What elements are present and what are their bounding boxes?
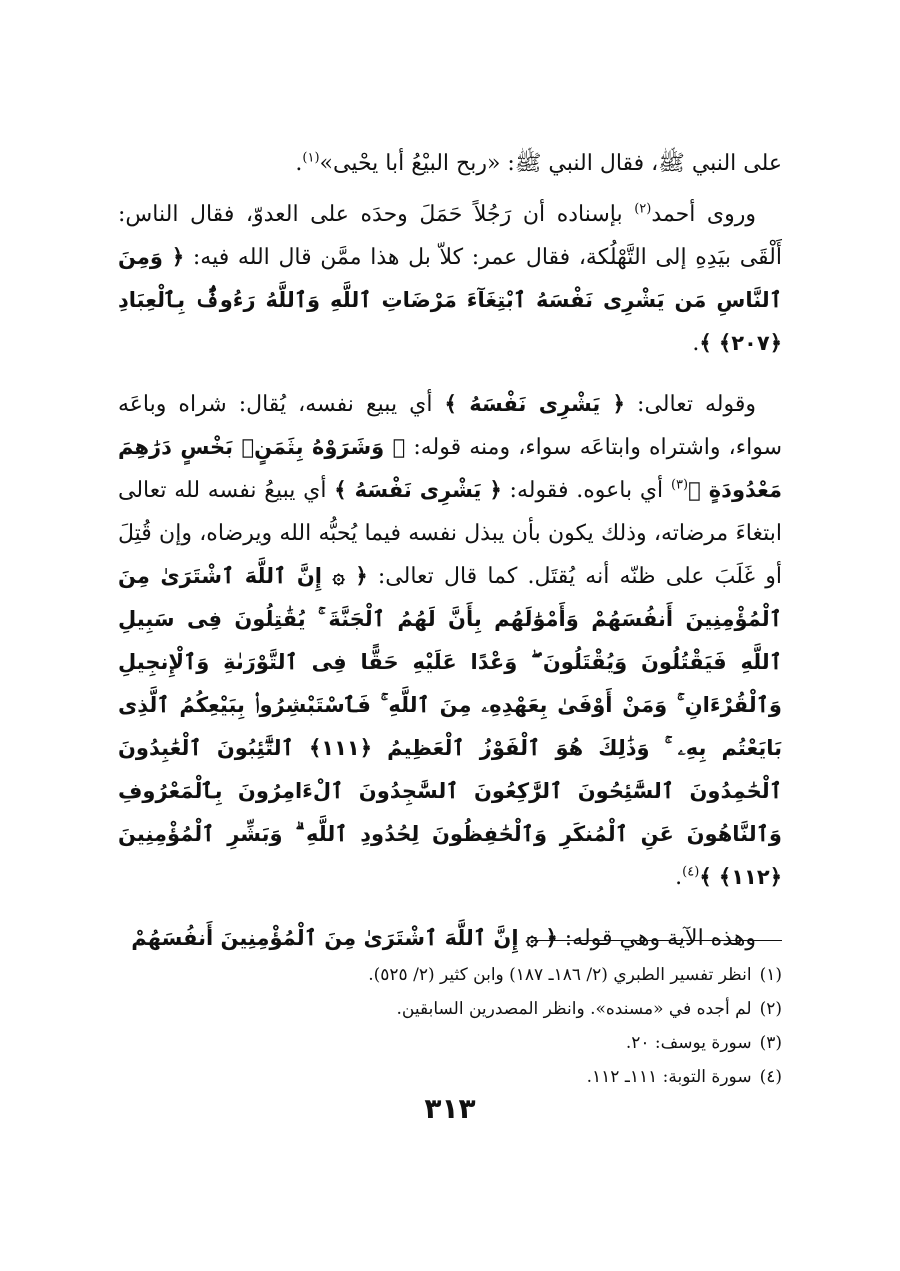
page-number: ٣١٣: [424, 1092, 476, 1125]
paragraph-1-end: .: [295, 151, 303, 176]
footnote-4-text: سورة التوبة: ١١١ـ ١١٢.: [586, 1067, 752, 1087]
paragraph-3: [118, 383, 782, 899]
paragraph-3-text-a: وقوله تعالى:: [624, 392, 757, 417]
footnote-1-mark: (١): [759, 965, 782, 985]
quran-verse-tawbah-111-112: ﴿ ۞ إِنَّ ٱللَّهَ ٱشْتَرَىٰ مِنَ ٱلْمُؤْمِنِينَ أَنفُسَهُمْ وَأَمْوَٰلَهُم بِأَنَّ لَهُمُ ٱلْجَنَّةَ ۚ يُقَٰتِلُونَ فِى سَبِيلِ ٱللَّهِ فَيَقْتُلُونَ وَيُقْتَلُونَ ۖ وَعْدًا عَلَيْهِ حَقًّا فِى ٱلتَّوْرَىٰةِ وَٱلْإِنجِيلِ وَٱلْقُرْءَانِ ۚ وَمَنْ أَوْفَىٰ بِعَهْدِهِۦ مِنَ ٱللَّهِ ۚ فَٱسْتَبْشِرُوا۟ بِبَيْعِكُمُ ٱلَّذِى بَايَعْتُم بِهِۦ ۚ وَذَٰلِكَ هُوَ ٱلْفَوْزُ ٱلْعَظِيمُ ﴿١١١﴾ ٱلتَّٰٓئِبُونَ ٱلْعَٰبِدُونَ ٱلْحَٰمِدُونَ ٱلسَّٰٓئِحُونَ ٱلرَّٰكِعُونَ ٱلسَّٰجِدُونَ ٱلْءَامِرُونَ بِٱلْمَعْرُوفِ وَٱلنَّاهُونَ عَنِ ٱلْمُنكَرِ وَٱلْحَٰفِظُونَ لِحُدُودِ ٱللَّهِ ۗ وَبَشِّرِ ٱلْمُؤْمِنِينَ ﴿١١٢﴾ ﴾: [118, 564, 782, 889]
footnote-4: [118, 1060, 782, 1094]
footnote-ref-3[interactable]: (٣): [670, 477, 689, 493]
paragraph-3-text-c: أي باعوه. فقوله:: [501, 478, 671, 503]
footnote-3: [118, 1026, 782, 1060]
footnote-ref-1[interactable]: (١): [302, 150, 320, 166]
footnote-1: [118, 958, 782, 992]
quran-verse-yusuf-20: ﴿ وَشَرَوْهُ بِثَمَنٍۭ بَخْسٍ دَرَٰهِمَ مَعْدُودَةٍ ﴾: [118, 435, 782, 502]
footnotes: [118, 958, 782, 1094]
footnote-ref-2[interactable]: (٢): [634, 201, 652, 217]
quran-verse-tawbah-111-start: ﴿ ۞ إِنَّ ٱللَّهَ ٱشْتَرَىٰ مِنَ ٱلْمُؤْمِنِينَ أَنفُسَهُمْ: [131, 926, 558, 950]
footnote-3-text: سورة يوسف: ٢٠.: [625, 1033, 752, 1053]
paragraph-3-end: .: [675, 865, 683, 890]
footnote-2: [118, 992, 782, 1026]
footnote-ref-4[interactable]: (٤): [682, 864, 700, 880]
paragraph-4: [118, 917, 782, 960]
footnote-3-mark: (٣): [759, 1033, 782, 1053]
paragraph-3-text-d: أي يبيعُ نفسه لله تعالى ابتغاءَ مرضاته، وذلك يكون بأن يبذل نفسه فيما يُحبُّه الله ويرضاه، وإن قُتِلَ أو غَلَبَ على ظنّه أنه يُقتَل. كما قال تعالى:: [118, 478, 782, 589]
paragraph-2: [118, 193, 782, 365]
paragraph-2-end: .: [692, 331, 700, 356]
footnote-2-mark: (٢): [759, 999, 782, 1019]
footnote-1-text: انظر تفسير الطبري (٢/ ١٨٦ـ ١٨٧) وابن كثير (٢/ ٥٢٥).: [368, 965, 752, 985]
paragraph-1: [118, 142, 782, 185]
paragraph-2-text-a: وروى أحمد: [651, 202, 756, 227]
main-text: [118, 142, 782, 960]
footnote-2-text: لم أجده في «مسنده». وانظر المصدرين السابقين.: [396, 999, 752, 1019]
paragraph-3-text-b: أي يبيع نفسه، يُقال: شراه وباعَه سواء، واشتراه وابتاعَه سواء، ومنه قوله:: [118, 392, 783, 460]
footnote-separator: [532, 940, 782, 941]
quran-phrase-yashri-nafsahu: ﴿ يَشْرِى نَفْسَهُ ﴾: [444, 392, 625, 416]
paragraph-2-text-b: بإسناده أن رَجُلاً حَمَلَ وحدَه على العدوّ، فقال الناس: أَلْقَى بيَدِهِ إلى التَّهْلُكة، فقال عمر: كلاّ بل هذا ممَّن قال الله فيه:: [118, 202, 782, 270]
footnote-4-mark: (٤): [759, 1067, 782, 1087]
paragraph-4-text: وهذه الآية وهي قوله:: [557, 926, 756, 951]
quran-verse-baqarah-207: ﴿ وَمِنَ ٱلنَّاسِ مَن يَشْرِى نَفْسَهُ ٱبْتِغَآءَ مَرْضَاتِ ٱللَّهِ وَٱللَّهُ رَءُوفٌۢ بِٱلْعِبَادِ ﴿٢٠٧﴾ ﴾: [118, 245, 782, 355]
quran-phrase-yashri-nafsahu-2: ﴿ يَشْرِى نَفْسَهُ ﴾: [334, 478, 502, 502]
paragraph-1-text: على النبي ﷺ، فقال النبي ﷺ: «ربح البيْعُ أبا يحْيى»: [319, 151, 782, 176]
